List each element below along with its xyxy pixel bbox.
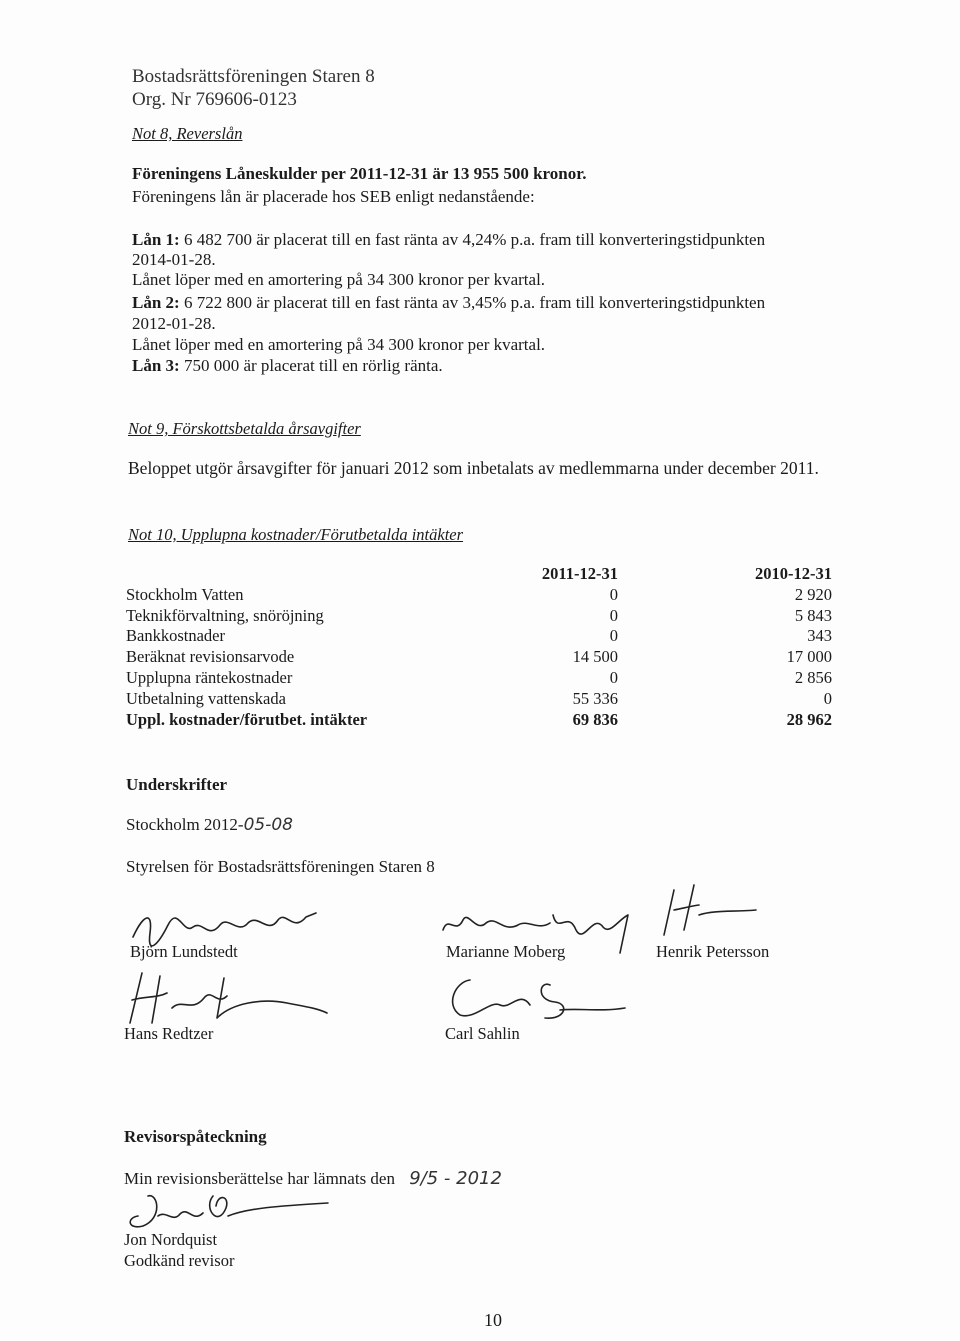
board-line: Styrelsen för Bostadsrättsföreningen Staren 8 xyxy=(126,857,435,876)
note10-table xyxy=(126,564,832,730)
page-number: 10 xyxy=(484,1310,502,1330)
note8-title: Not 8, Reverslån xyxy=(132,124,243,143)
handwritten-date: 05-08 xyxy=(243,815,293,835)
loan2-label: Lån 2: xyxy=(132,293,180,312)
total-value-2010: 28 962 xyxy=(786,709,832,729)
signer-name: Carl Sahlin xyxy=(445,1024,520,1043)
place-date-prefix: Stockholm 2012- xyxy=(126,815,244,834)
header-col-2010: 2010-12-31 xyxy=(755,564,832,583)
signer-name: Henrik Petersson xyxy=(656,942,770,961)
audit-text: Min revisionsberättelse har lämnats den xyxy=(124,1169,395,1188)
loan3-text: 750 000 är placerat till en rörlig ränta. xyxy=(183,356,443,375)
note9-text: Beloppet utgör årsavgifter för januari 2012 som inbetalats av medlemmarna under december 2011. xyxy=(128,458,819,478)
row-label: Teknikförvaltning, snöröjning xyxy=(126,605,324,625)
row-value-2011: 0 xyxy=(609,626,618,646)
audit-handwritten-date: 9/5 - 2012 xyxy=(409,1168,502,1189)
loan2-date: 2012-01-28. xyxy=(132,314,216,333)
loan1-line xyxy=(132,230,765,250)
row-value-2011: 0 xyxy=(609,667,618,687)
place-date xyxy=(126,815,293,835)
loan3-line xyxy=(132,356,443,376)
row-value-2010: 2 856 xyxy=(794,667,832,687)
row-value-2010: 0 xyxy=(823,688,832,708)
loan2-line xyxy=(132,293,765,313)
signature-sahlin xyxy=(440,970,640,1025)
audit-title: Revisorspåteckning xyxy=(124,1127,267,1146)
note10-title: Not 10, Upplupna kostnader/Förutbetalda intäkter xyxy=(128,525,464,544)
row-label: Beräknat revisionsarvode xyxy=(126,647,295,667)
table-row xyxy=(126,606,832,627)
header-label-col xyxy=(126,564,496,585)
total-value-2011: 69 836 xyxy=(572,709,618,729)
org-name: Bostadsrättsföreningen Staren 8 xyxy=(132,66,375,87)
table-row xyxy=(126,626,832,647)
row-value-2010: 2 920 xyxy=(794,584,832,604)
signature-petersson xyxy=(644,880,764,940)
loan1-amortization: Lånet löper med en amortering på 34 300 kronor per kvartal. xyxy=(132,270,546,289)
row-value-2011: 0 xyxy=(609,605,618,625)
table-row xyxy=(126,585,832,606)
table-total-row xyxy=(126,710,832,731)
signer-name: Marianne Moberg xyxy=(446,942,566,961)
row-value-2011: 14 500 xyxy=(572,647,618,667)
row-label: Utbetalning vattenskada xyxy=(126,688,286,708)
row-value-2010: 17 000 xyxy=(786,647,832,667)
signer-name: Hans Redtzer xyxy=(124,1024,214,1043)
note9-title: Not 9, Förskottsbetalda årsavgifter xyxy=(128,419,361,438)
auditor-name: Jon Nordquist xyxy=(124,1230,218,1249)
loan3-label: Lån 3: xyxy=(132,356,180,375)
row-value-2010: 5 843 xyxy=(794,605,832,625)
row-value-2010: 343 xyxy=(807,626,832,646)
org-number: Org. Nr 769606-0123 xyxy=(132,89,297,110)
signature-redtzer xyxy=(112,968,332,1028)
table-row xyxy=(126,647,832,668)
signer-name: Björn Lundstedt xyxy=(130,942,238,961)
auditor-role: Godkänd revisor xyxy=(124,1251,235,1270)
header-col-2011: 2011-12-31 xyxy=(541,564,618,583)
row-label: Stockholm Vatten xyxy=(126,584,244,604)
loan1-date: 2014-01-28. xyxy=(132,250,216,269)
note8-summary: Föreningens Låneskulder per 2011-12-31 är 13 955 500 kronor. xyxy=(132,164,587,183)
audit-line xyxy=(124,1168,502,1189)
note8-intro: Föreningens lån är placerade hos SEB enligt nedanstående: xyxy=(132,187,535,206)
signatures-title: Underskrifter xyxy=(126,775,228,794)
loan1-label: Lån 1: xyxy=(132,230,180,249)
table-header-row xyxy=(126,564,832,585)
table-row xyxy=(126,668,832,689)
loan2-text: 6 722 800 är placerat till en fast ränta av 3,45% p.a. fram till konverteringstidpunkten xyxy=(183,293,766,312)
row-value-2011: 55 336 xyxy=(572,688,618,708)
row-label: Upplupna räntekostnader xyxy=(126,667,293,687)
table-row xyxy=(126,689,832,710)
loan1-text: 6 482 700 är placerat till en fast ränta av 4,24% p.a. fram till konverteringstidpunkten xyxy=(183,230,766,249)
row-value-2011: 0 xyxy=(609,584,618,604)
row-label: Bankkostnader xyxy=(126,626,225,646)
loan2-amortization: Lånet löper med en amortering på 34 300 kronor per kvartal. xyxy=(132,335,546,354)
total-label: Uppl. kostnader/förutbet. intäkter xyxy=(126,709,368,729)
